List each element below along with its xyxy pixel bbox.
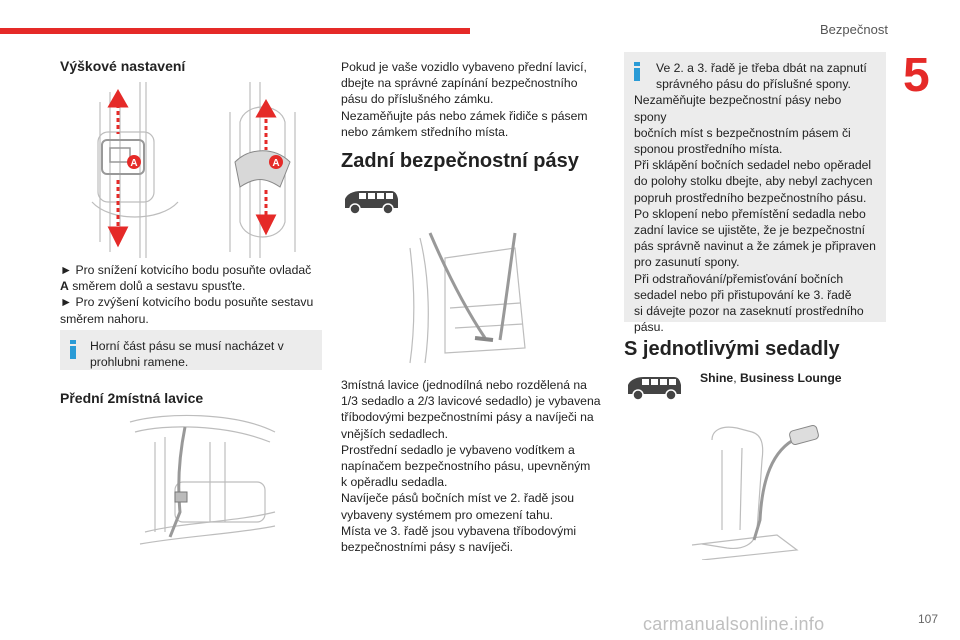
illustration-front-bench xyxy=(125,412,280,552)
bullet1-line1: ► Pro snížení kotvicího bodu posuňte ovladač xyxy=(60,263,312,277)
section-title: Bezpečnost xyxy=(820,22,888,37)
watermark: carmanualsonline.info xyxy=(643,614,825,634)
rear-belts-body xyxy=(341,377,603,555)
body-line: 1/3 sedadlo a 2/3 lavicové sedadlo) je vybavena xyxy=(341,394,601,409)
note-line: zadní lavice se ujistěte, že je bezpečnostní xyxy=(634,223,866,238)
note-line: pásu. xyxy=(634,320,664,335)
trim-separator: , xyxy=(733,371,740,385)
body-line: vybaveny systémem pro omezení tahu. xyxy=(341,507,554,522)
info-icon xyxy=(634,62,640,82)
car-icon xyxy=(624,374,684,402)
info-icon xyxy=(70,340,76,360)
bullet2-line2: směrem nahoru. xyxy=(60,311,149,326)
heading-front-bench: Přední 2místná lavice xyxy=(60,390,204,406)
illustration-height-adjust xyxy=(80,82,320,258)
note-line: Ve 2. a 3. řadě je třeba dbát na zapnutí xyxy=(656,61,867,75)
height-adjust-instructions xyxy=(60,262,322,327)
chapter-number: 5 xyxy=(903,49,930,102)
body-line: 3místná lavice (jednodílná nebo rozdělená na xyxy=(341,378,587,392)
body-line: bezpečnostními pásy s navíječi. xyxy=(341,540,514,555)
trim-shine: Shine xyxy=(700,371,734,385)
note-line: sedadel nebo při přistupování ke 3. řadě xyxy=(634,287,852,302)
body-line: vnějších sedadlech. xyxy=(341,426,449,441)
body-line: k opěradlu sedadla. xyxy=(341,475,448,490)
control-a-label: A xyxy=(60,279,69,294)
note-line: pro zasunutí spony. xyxy=(634,255,740,270)
intro-line: Nezaměňujte pás nebo zámek řidiče s pásem xyxy=(341,108,588,123)
body-line: napínačem bezpečnostního pásu, upevněným xyxy=(341,459,591,474)
note-line: Při odstraňování/přemisťování bočních xyxy=(634,271,844,286)
intro-line: Pokud je vaše vozidlo vybaveno přední lavicí, xyxy=(341,60,587,74)
heading-rear-belts: Zadní bezpečnostní pásy xyxy=(341,150,579,172)
page-number: 107 xyxy=(918,612,939,626)
note-shoulder xyxy=(60,330,322,370)
heading-height-adjust-wrap xyxy=(60,58,322,74)
note-line: správného pásu do příslušné spony. xyxy=(656,77,851,92)
note-line: Nezaměňujte bezpečnostní pásy nebo spony xyxy=(634,93,842,124)
body-line: Navíječe pásů bočních míst ve 2. řadě jsou xyxy=(341,491,575,506)
intro-line: dbejte na správné zapínání bezpečnostního xyxy=(341,76,578,91)
illustration-rear-belts xyxy=(405,228,535,368)
note-line: si dávejte pozor na zaseknutí prostředního xyxy=(634,304,864,319)
note-line: sponou prostředního místa. xyxy=(634,142,783,157)
note-shoulder-line1: Horní část pásu se musí nacházet v xyxy=(90,339,284,353)
front-bench-intro xyxy=(341,59,603,140)
trim-business-lounge: Business Lounge xyxy=(739,371,842,385)
body-line: Prostřední sedadlo je vybaveno vodítkem a xyxy=(341,442,575,457)
note-shoulder-line2: prohlubni ramene. xyxy=(90,355,189,370)
note-line: popruh prostředního bezpečnostního pásu. xyxy=(634,190,867,205)
note-line: Po sklopení nebo přemístění sedadla nebo xyxy=(634,206,866,221)
note-line: do polohy stolku dbejte, aby nebyl zachycen xyxy=(634,174,873,189)
car-icon xyxy=(341,188,401,216)
heading-individual-seats: S jednotlivými sedadly xyxy=(624,338,840,360)
bullet1-line2 xyxy=(60,278,322,294)
note-line: bočních míst s bezpečnostním pásem či xyxy=(634,125,851,140)
note-line: pás správně navinut a že zámek je připraven xyxy=(634,239,876,254)
illustration-individual-seat xyxy=(682,420,832,560)
label-a-left: A xyxy=(130,158,138,169)
bullet2-line1: ► Pro zvýšení kotvicího bodu posuňte sestavu xyxy=(60,295,314,310)
intro-line: pásu do příslušného zámku. xyxy=(341,92,494,107)
header-accent-bar xyxy=(0,28,470,34)
body-line: Místa ve 3. řadě jsou vybavena tříbodovými xyxy=(341,523,577,538)
heading-height-adjust: Výškové nastavení xyxy=(60,58,186,74)
note-line: Při sklápění bočních sedadel nebo opěradel xyxy=(634,158,872,173)
bullet1-rest: směrem dolů a sestavu spusťte. xyxy=(68,279,246,294)
body-line: tříbodovými bezpečnostními pásy a navíječi na xyxy=(341,410,594,425)
intro-line: nebo zámkem středního místa. xyxy=(341,124,509,139)
heading-front-bench-wrap xyxy=(60,390,322,406)
note-rear-belts xyxy=(624,52,886,335)
trim-levels xyxy=(700,370,900,386)
label-a-right: A xyxy=(272,158,280,169)
